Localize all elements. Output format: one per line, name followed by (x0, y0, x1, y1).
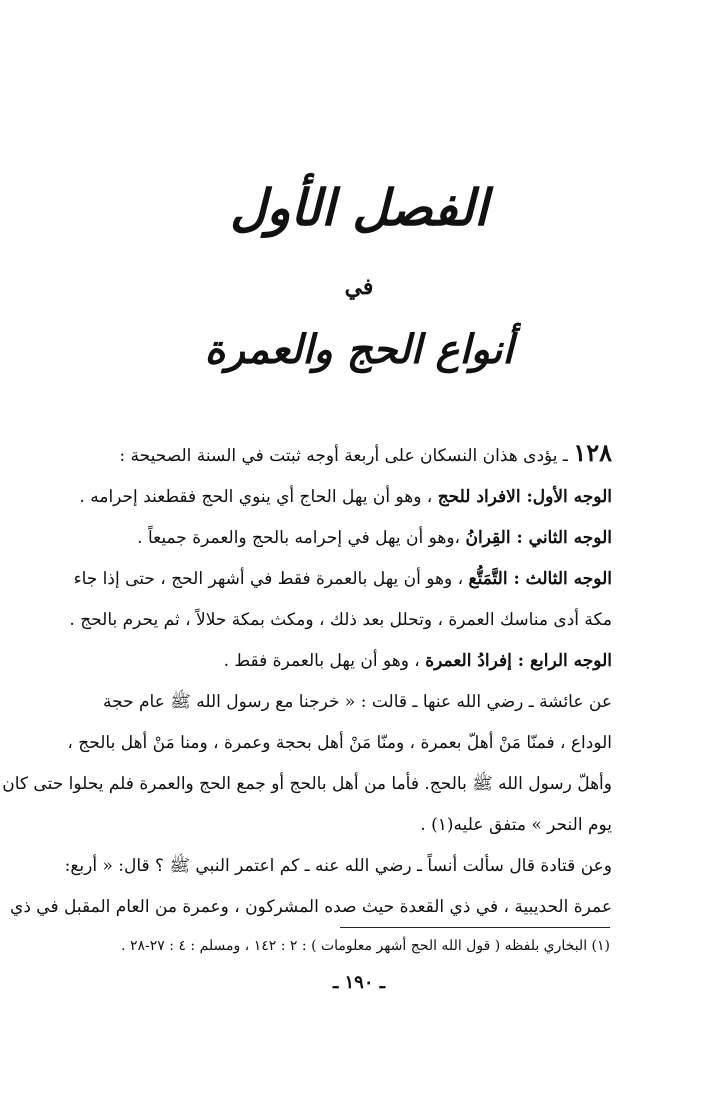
wajh1-text: ، وهو أن يهل الحاج أي ينوي الحج فقطعند إحرامه . (79, 487, 438, 507)
wajh4-line (112, 641, 612, 682)
intro-text: ـ يؤدى هذان النسكان على أربعة أوجه ثبتت في السنة الصحيحة : (119, 446, 574, 466)
wajh2-label: الوجه الثاني : القِرانُ (465, 528, 612, 548)
wajh4-text: ، وهو أن يهل بالعمرة فقط . (223, 651, 426, 671)
chapter-subtitle: أنواع الحج والعمرة (204, 326, 514, 373)
wajh3-text: ، وهو أن يهل بالعمرة فقط في أشهر الحج ، حتى إذا جاء (73, 569, 469, 589)
hadith1-line-1: عن عائشة ـ رضي الله عنها ـ قالت : « خرجنا مع رسول الله ﷺ عام حجة (103, 692, 612, 712)
hadith1-line-2: الوداع ، فمنّا مَنْ أهلّ بعمرة ، ومنّا مَنْ أهل بحجة وعمرة ، ومنا مَنْ أهل بالحج ، (67, 733, 612, 753)
chapter-title: الفصل الأول (230, 178, 488, 237)
footnote-divider (340, 927, 610, 928)
wajh2-line (112, 518, 612, 559)
body-text (2, 432, 612, 928)
wajh1-line (79, 477, 612, 518)
wajh1-label: الوجه الأول: الافراد للحج (437, 487, 612, 507)
hadith1-line-4: يوم النحر » متفق عليه(١) . (420, 815, 612, 835)
wajh2-text: ،وهو أن يهل في إحرامه بالحج والعمرة جميعاً . (137, 528, 466, 548)
footnote: (١) البخاري بلفظه ( قول الله الحج أشهر معلومات ) : ٢ : ١٤٢ ، ومسلم : ٤ : ٢٧-٢٨ . (121, 938, 610, 954)
paragraph-number: ١٢٨ (573, 438, 612, 467)
hadith2-line-1: وعن قتادة قال سألت أنساً ـ رضي الله عنه ـ كم اعتمر النبي ﷺ ؟ قال: « أربع: (64, 856, 612, 876)
wajh3-continuation: مكة أدى مناسك العمرة ، وتحلل بعد ذلك ، ومكث بمكة حلالاً ، ثم يحرم بالحج . (69, 610, 612, 630)
wajh3-line (73, 559, 612, 600)
intro-line (112, 432, 612, 477)
wajh3-label: الوجه الثالث : التَّمَتُّع (468, 569, 612, 589)
wajh4-label: الوجه الرابع : إفرادُ العمرة (425, 651, 612, 671)
page-number: ـ ١٩٠ ـ (332, 972, 386, 993)
chapter-connector: في (344, 274, 374, 300)
hadith1-line-3: وأهلّ رسول الله ﷺ بالحج. فأما من أهل بالحج أو جمع الحج والعمرة فلم يحلوا حتى كان (2, 774, 612, 794)
hadith2-line-2: عمرة الحديبية ، في ذي القعدة حيث صده المشركون ، وعمرة من العام المقبل في ذي (10, 897, 612, 917)
